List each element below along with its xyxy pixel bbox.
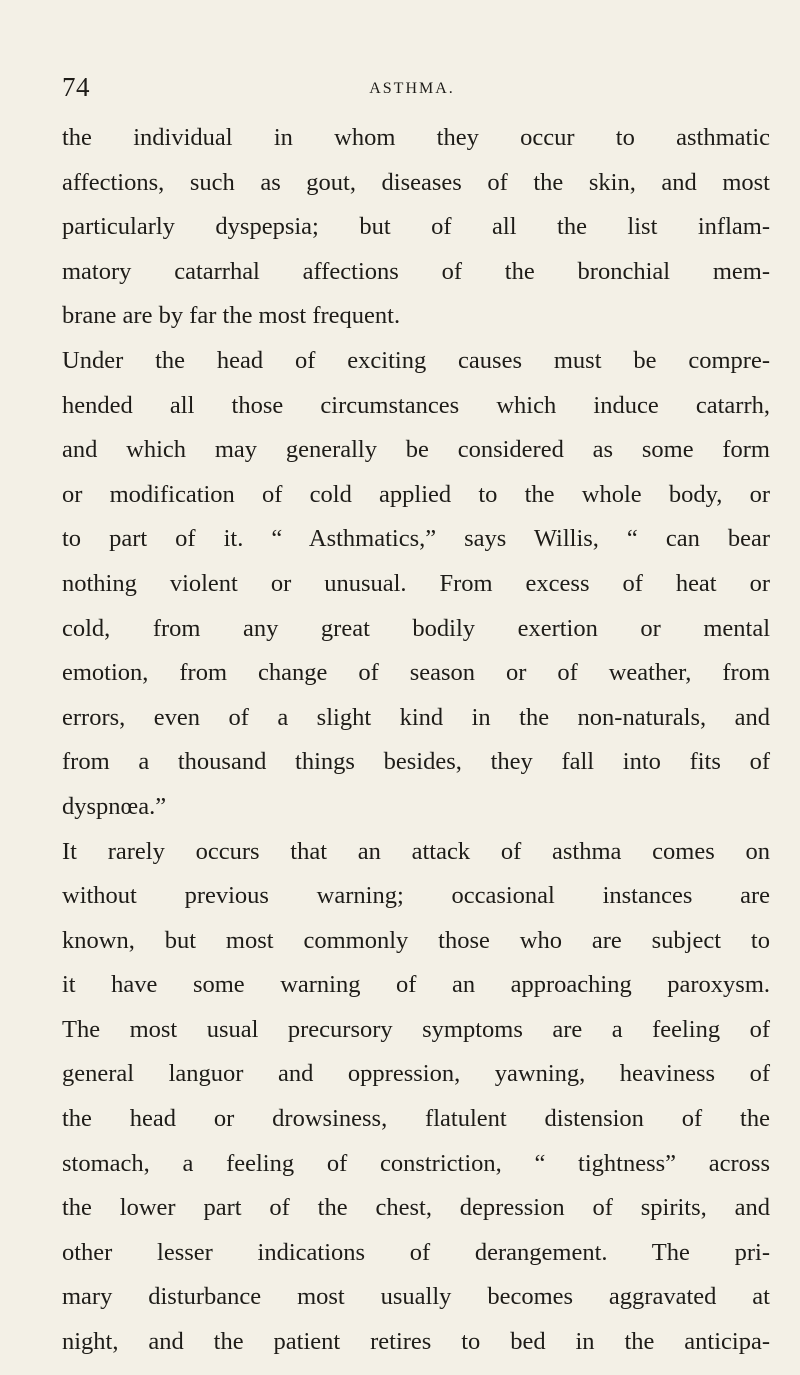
text-line: errors, even of a slight kind in the non-naturals, and xyxy=(62,703,770,731)
text-line: stomach, a feeling of constriction, “ tightness” across xyxy=(62,1149,770,1177)
text-line: night, and the patient retires to bed in the anticipa- xyxy=(62,1328,770,1356)
text-line: nothing violent or unusual. From excess of heat or xyxy=(62,569,770,597)
text-line: general languor and oppression, yawning, heaviness of xyxy=(62,1060,770,1088)
text-line: emotion, from change of season or of weather, from xyxy=(62,659,770,687)
text-line: the individual in whom they occur to asthmatic xyxy=(62,124,770,151)
text-line: from a thousand things besides, they fall into fits of xyxy=(62,748,770,776)
text-line: dyspnœa.” xyxy=(62,792,167,820)
text-line: mary disturbance most usually becomes aggravated at xyxy=(62,1283,770,1311)
text-line: matory catarrhal affections of the bronchial mem- xyxy=(62,257,770,285)
text-line: Under the head of exciting causes must be compre- xyxy=(62,346,770,374)
text-line: to part of it. “ Asthmatics,” says Willis, “ can bear xyxy=(62,525,770,553)
text-line: the lower part of the chest, depression of spirits, and xyxy=(62,1194,770,1222)
running-title: ASTHMA. xyxy=(369,80,455,97)
page-number: 74 xyxy=(62,72,90,102)
text-line: cold, from any great bodily exertion or mental xyxy=(62,614,770,642)
text-line: The most usual precursory symptoms are a feeling of xyxy=(62,1015,770,1043)
text-line: without previous warning; occasional instances are xyxy=(62,882,770,910)
text-line: and which may generally be considered as some form xyxy=(62,436,770,464)
text-line: known, but most commonly those who are subject to xyxy=(62,926,770,954)
body-text xyxy=(62,116,770,1365)
text-line: the head or drowsiness, flatulent distension of the xyxy=(62,1105,770,1133)
text-line: particularly dyspepsia; but of all the list inflam- xyxy=(62,213,770,241)
text-line: It rarely occurs that an attack of asthma comes on xyxy=(62,837,770,865)
text-line: affections, such as gout, diseases of the skin, and most xyxy=(62,168,770,196)
text-line: brane are by far the most frequent. xyxy=(62,302,401,330)
running-head xyxy=(62,72,762,106)
text-line: it have some warning of an approaching paroxysm. xyxy=(62,971,770,999)
text-line: other lesser indications of derangement. The pri- xyxy=(62,1238,770,1266)
text-line: hended all those circumstances which induce catarrh, xyxy=(62,391,770,419)
text-line: or modification of cold applied to the whole body, or xyxy=(62,480,770,508)
